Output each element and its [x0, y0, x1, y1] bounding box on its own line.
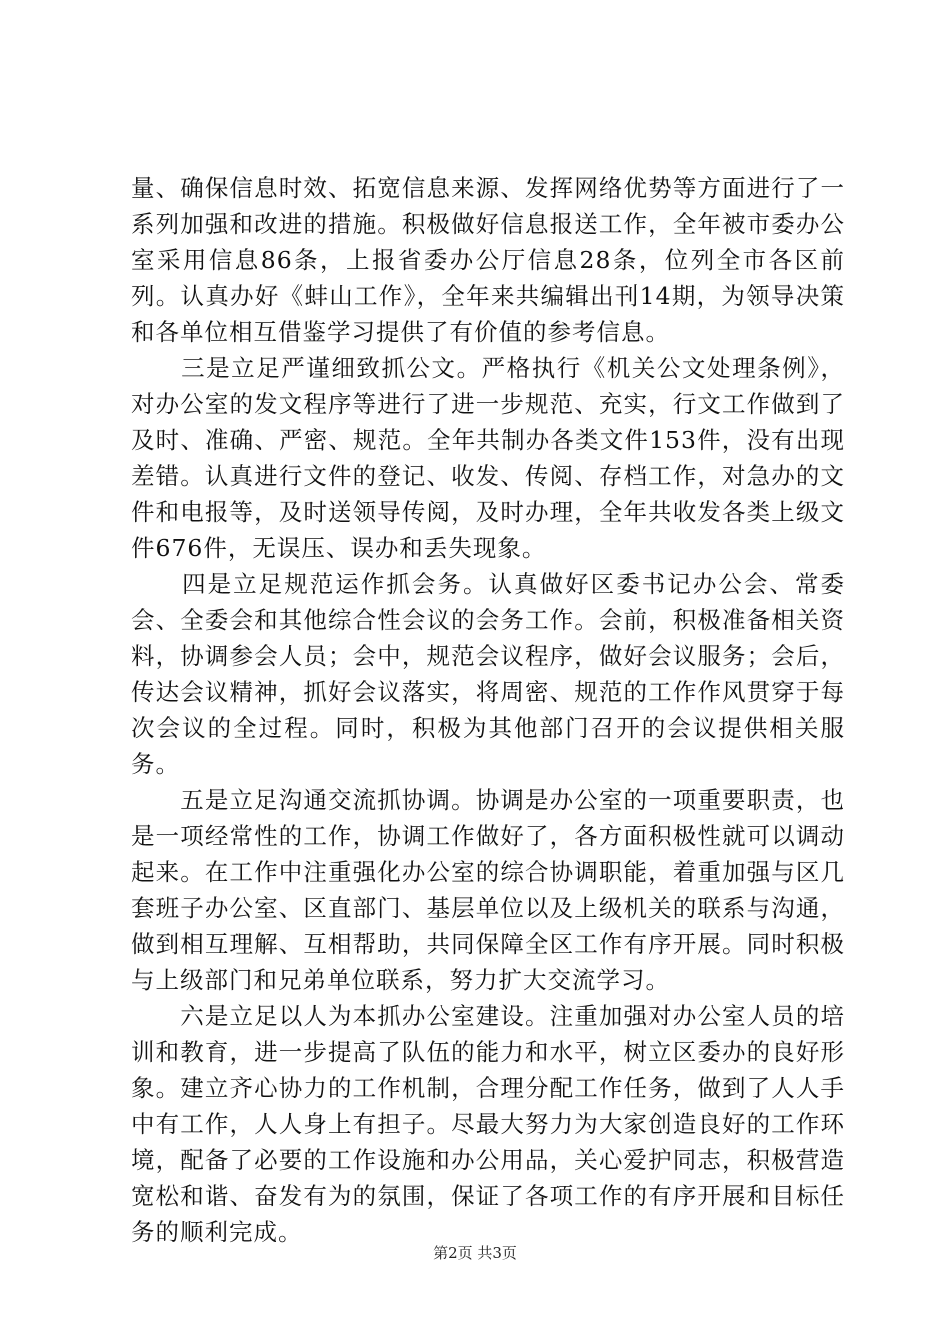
paragraph-official-documents: 三是立足严谨细致抓公文。严格执行《机关公文处理条例》，对办公室的发文程序等进行了进一步规范、充实，行文工作做到了及时、准确、严密、规范。全年共制办各类文件153件，没有出现差错。认真进行文件的登记、收发、传阅、存档工作，对急办的文件和电报等，及时送领导传阅，及时办理，全年共收发各类上级文件676件，无误压、误办和丢失现象。 — [131, 354, 845, 562]
document-body — [131, 170, 845, 1250]
paragraph-coordination: 五是立足沟通交流抓协调。协调是办公室的一项重要职责，也是一项经常性的工作，协调工作做好了，各方面积极性就可以调动起来。在工作中注重强化办公室的综合协调职能，着重加强与区几套班子办公室、区直部门、基层单位以及上级机关的联系与沟通，做到相互理解、互相帮助，共同保障全区工作有序开展。同时积极与上级部门和兄弟单位联系，努力扩大交流学习。 — [131, 786, 845, 994]
paragraph-office-building: 六是立足以人为本抓办公室建设。注重加强对办公室人员的培训和教育，进一步提高了队伍的能力和水平，树立区委办的良好形象。建立齐心协力的工作机制，合理分配工作任务，做到了人人手中有工作，人人身上有担子。尽最大努力为大家创造良好的工作环境，配备了必要的工作设施和办公用品，关心爱护同志，积极营造宽松和谐、奋发有为的氛围，保证了各项工作的有序开展和目标任务的顺利完成。 — [131, 1002, 845, 1246]
paragraph-meetings: 四是立足规范运作抓会务。认真做好区委书记办公会、常委会、全委会和其他综合性会议的会务工作。会前，积极准备相关资料，协调参会人员；会中，规范会议程序，做好会议服务；会后，传达会议精神，抓好会议落实，将周密、规范的工作作风贯穿于每次会议的全过程。同时，积极为其他部门召开的会议提供相关服务。 — [131, 570, 845, 778]
paragraph-continued: 量、确保信息时效、拓宽信息来源、发挥网络优势等方面进行了一系列加强和改进的措施。积极做好信息报送工作，全年被市委办公室采用信息86条，上报省委办公厅信息28条，位列全市各区前列。认真办好《蚌山工作》，全年来共编辑出刊14期，为领导决策和各单位相互借鉴学习提供了有价值的参考信息。 — [131, 174, 845, 346]
page-footer: 第2页 共3页 — [433, 1244, 517, 1262]
